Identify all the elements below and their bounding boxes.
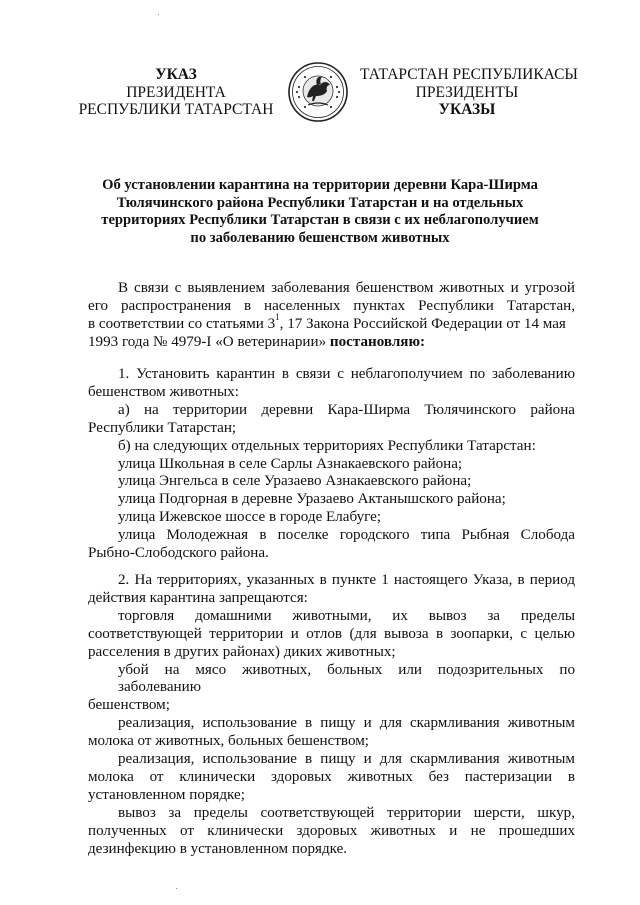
title-line: по заболеванию бешенством животных: [190, 229, 450, 246]
text-fragment: 1993 года № 4979-I «О ветеринарии»: [88, 333, 330, 350]
decree-label: УКАЗ: [155, 66, 197, 83]
president-label: ПРЕЗИДЕНТА: [126, 83, 226, 101]
decree-label-tatar: УКАЗЫ: [438, 101, 496, 118]
text-line: [88, 334, 575, 352]
text-line: торговля домашними животными, их вывоз за пределы: [118, 607, 575, 624]
header-left: [76, 66, 276, 119]
text-line: б) на следующих отдельных территориях Республики Татарстан:: [118, 437, 536, 454]
text-line: установленном порядке;: [88, 786, 245, 803]
text-line: реализация, использование в пищу и для скармливания животным: [118, 715, 575, 732]
superscript: 1: [275, 311, 280, 322]
street-item: улица Ижевское шоссе в городе Елабуге;: [118, 509, 382, 526]
text-line: реализация, использование в пищу и для скармливания животным: [118, 751, 575, 768]
preamble-paragraph: [88, 280, 575, 352]
street-item: улица Энгельса в селе Уразаево Азнакаевского района;: [118, 473, 472, 490]
text-line: а) на территории деревни Кара-Ширма Тюлячинского района: [118, 401, 575, 418]
tatarstan-coat-of-arms-icon: [287, 61, 349, 123]
text-line: [88, 311, 575, 334]
text-line: расселения в других районах) диких животных;: [88, 643, 396, 660]
text-line: В связи с выявлением заболевания бешенством животных и угрозой: [118, 280, 575, 296]
scan-speck: [176, 888, 177, 889]
scan-speck: [158, 14, 159, 15]
text-line: убой на мясо животных, больных или подозрительных по заболеванию: [118, 661, 575, 696]
street-item: улица Школьная в селе Сарлы Азнакаевского района;: [118, 455, 463, 472]
street-item: улица Молодежная в поселке городского типа Рыбная Слобода: [118, 527, 575, 544]
text-fragment: , 17 Закона Российской Федерации от 14 мая: [279, 315, 566, 332]
text-line: полученных от клинически здоровых животных и не прошедших: [88, 822, 575, 839]
president-label-tatar: ПРЕЗИДЕНТЫ: [415, 83, 519, 101]
text-line: бешенством;: [88, 697, 170, 714]
item-1: [88, 366, 575, 563]
text-line: 2. На территориях, указанных в пункте 1 настоящего Указа, в период: [118, 572, 575, 588]
document-title: [95, 177, 545, 247]
text-line: Рыбно-Слободского района.: [88, 545, 269, 562]
title-line: территориях Республики Татарстан в связи с их неблагополучием: [101, 212, 539, 228]
resolve-word: постановляю:: [329, 333, 426, 350]
title-line: Тюлячинского района Республики Татарстан и на отдельных: [116, 194, 524, 211]
republic-label-tatar: ТАТАРСТАН РЕСПУБЛИКАСЫ: [360, 66, 578, 83]
text-line: дезинфекцию в установленном порядке.: [88, 840, 348, 857]
header-right: [360, 66, 578, 119]
text-fragment: в соответствии со статьями 3: [88, 315, 276, 332]
text-line: бешенством животных:: [88, 383, 239, 400]
text-line: молока от клинически здоровых животных без пастеризации в: [88, 768, 575, 785]
text-line: соответствующей территории и отлов (для вывоза в зоопарки, с целью: [88, 625, 575, 642]
title-line: Об установлении карантина на территории деревни Кара-Ширма: [102, 177, 538, 193]
item-2: [88, 572, 575, 859]
text-line: его распространения в населенных пунктах Республики Татарстан,: [88, 297, 575, 314]
republic-label: РЕСПУБЛИКИ ТАТАРСТАН: [78, 101, 274, 118]
text-line: действия карантина запрещаются:: [88, 589, 308, 606]
street-item: улица Подгорная в деревне Уразаево Актанышского района;: [118, 491, 506, 508]
text-line: молока от животных, больных бешенством;: [88, 733, 369, 750]
text-line: Республики Татарстан;: [88, 419, 237, 436]
text-line: вывоз за пределы соответствующей территории шерсти, шкур,: [118, 804, 575, 821]
text-line: 1. Установить карантин в связи с неблагополучием по заболеванию: [118, 366, 575, 382]
